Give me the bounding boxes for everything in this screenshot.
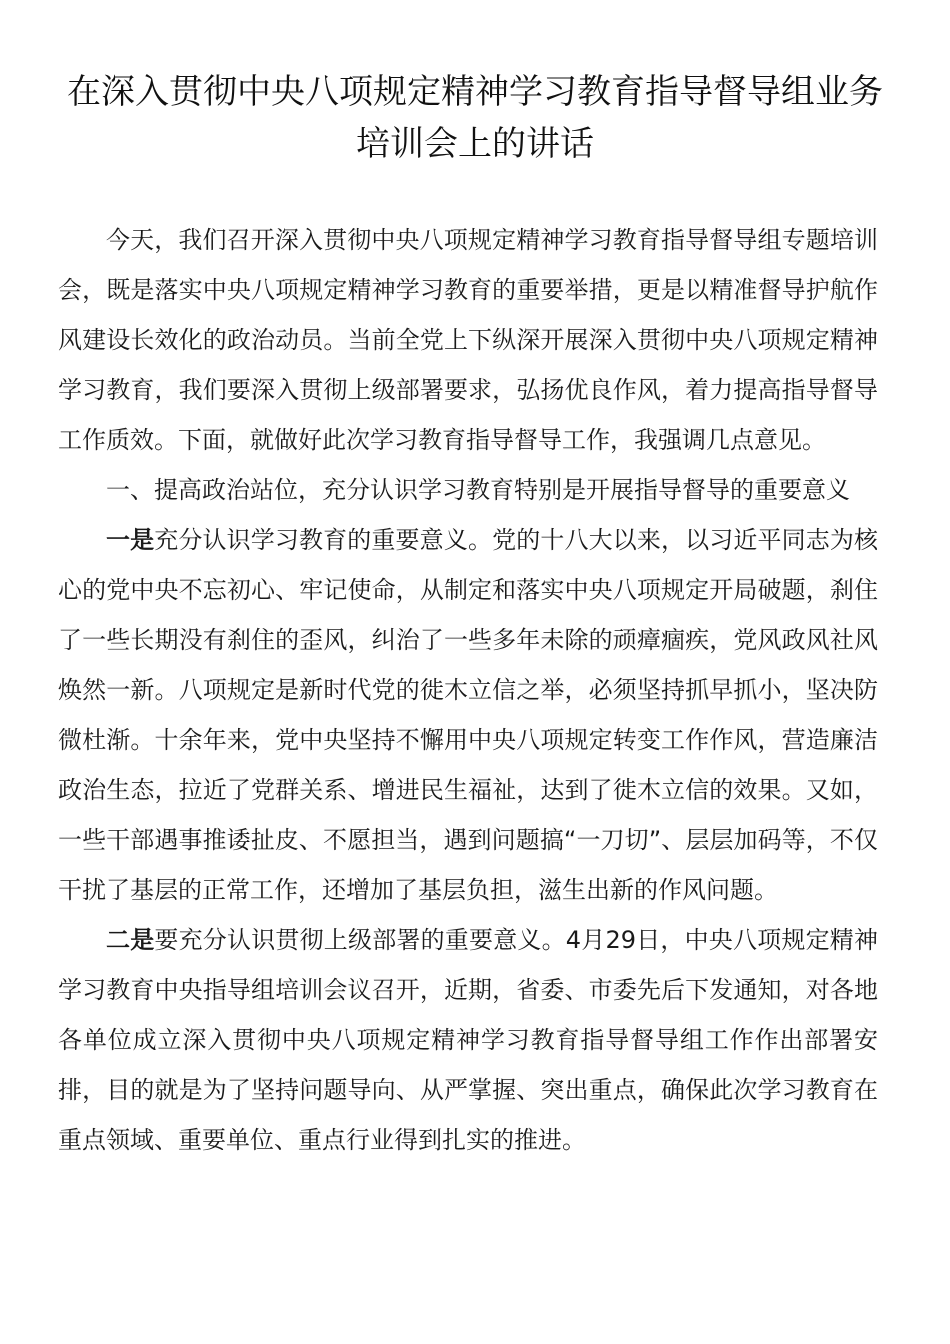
point-two-paragraph <box>58 915 878 1165</box>
point-one-text: 充分认识学习教育的重要意义。党的十八大以来，以习近平同志为核心的党中央不忘初心、牢记使命，从制定和落实中央八项规定开局破题，刹住了一些长期没有刹住的歪风，纠治了一些多年未除的顽瘴痼疾，党风政风社风焕然一新。八项规定是新时代党的徙木立信之举，必须坚持抓早抓小，坚决防微杜渐。十余年来，党中央坚持不懈用中央八项规定转变工作作风，营造廉洁政治生态，拉近了党群关系、增进民生福祉，达到了徙木立信的效果。又如，一些干部遇事推诿扯皮、不愿担当，遇到问题搞“一刀切”、层层加码等，不仅干扰了基层的正常工作，还增加了基层负担，滋生出新的作风问题。 <box>58 526 879 904</box>
point-two-lead: 二是 <box>106 926 155 954</box>
document-body <box>58 215 878 1165</box>
point-one-lead: 一是 <box>106 526 155 554</box>
point-two-text: 要充分认识贯彻上级部署的重要意义。4月29日，中央八项规定精神学习教育中央指导组培训会议召开，近期，省委、市委先后下发通知，对各地各单位成立深入贯彻中央八项规定精神学习教育指导督导组工作作出部署安排，目的就是为了坚持问题导向、从严掌握、突出重点，确保此次学习教育在重点领域、重要单位、重点行业得到扎实的推进。 <box>58 926 879 1154</box>
point-one-paragraph <box>58 515 878 915</box>
section-heading: 一、提高政治站位，充分认识学习教育特别是开展指导督导的重要意义 <box>106 476 850 504</box>
document-title: 在深入贯彻中央八项规定精神学习教育指导督导组业务培训会上的讲话 <box>67 72 883 164</box>
intro-paragraph: 今天，我们召开深入贯彻中央八项规定精神学习教育指导督导组专题培训会，既是落实中央八项规定精神学习教育的重要举措，更是以精准督导护航作风建设长效化的政治动员。当前全党上下纵深开展深入贯彻中央八项规定精神学习教育，我们要深入贯彻上级部署要求，弘扬优良作风，着力提高指导督导工作质效。下面，就做好此次学习教育指导督导工作，我强调几点意见。 <box>58 226 878 454</box>
